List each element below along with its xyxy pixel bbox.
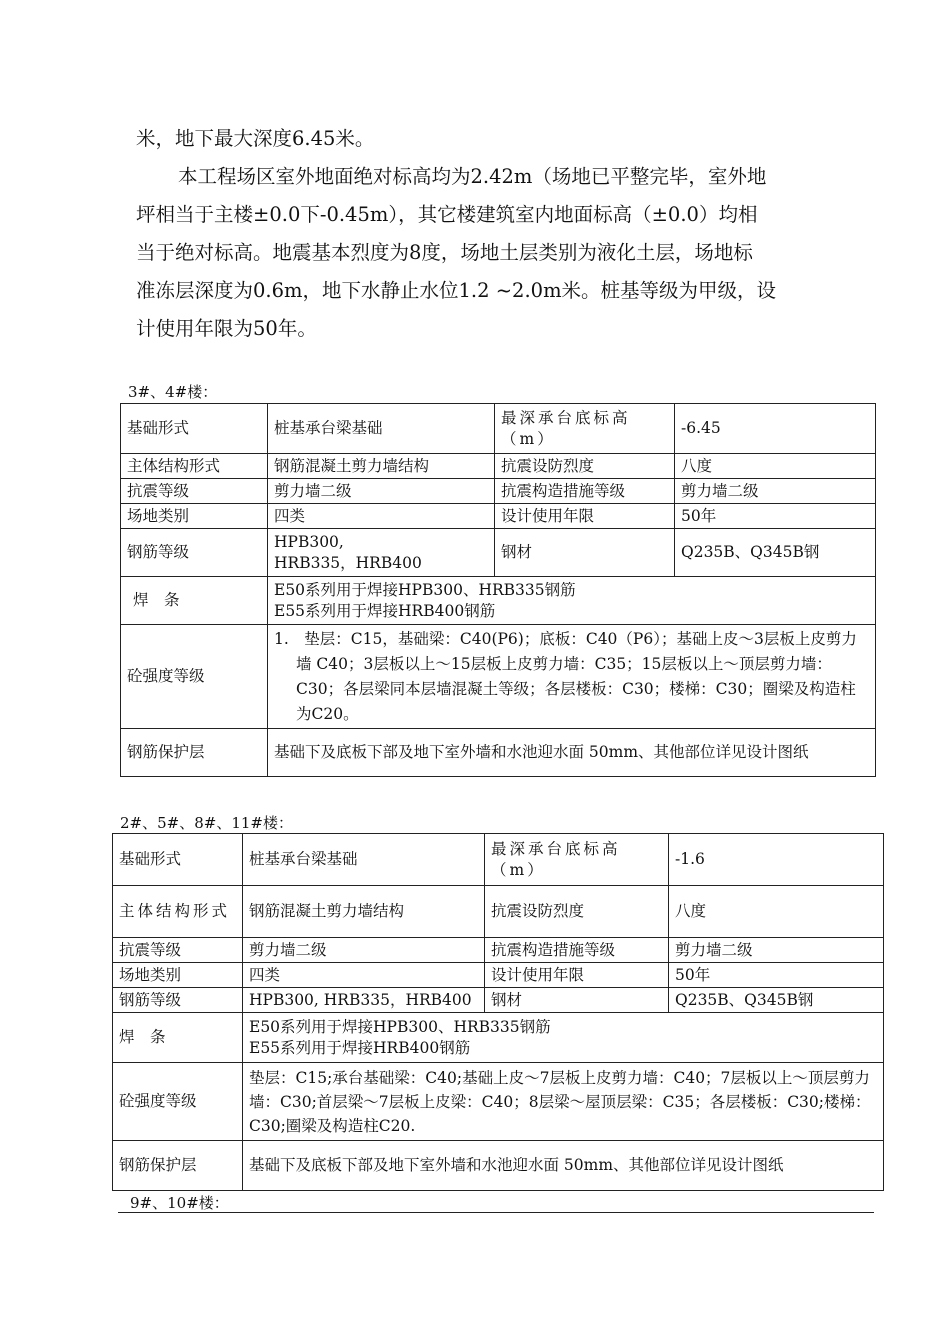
rebar-value-line: HRB335，HRB400 — [274, 553, 422, 572]
cover-label: 钢筋保护层 — [113, 1141, 243, 1191]
rebar-label: 钢筋等级 — [113, 988, 243, 1013]
seismic-value: 剪力墙二级 — [243, 938, 485, 963]
fortify-value: 八度 — [675, 454, 876, 479]
table-row — [121, 404, 876, 454]
depth-label: 最深承台底标高（m） — [495, 404, 675, 454]
table-row — [121, 529, 876, 577]
weld-value — [243, 1013, 884, 1063]
intro-line: 米，地下最大深度6.45米。 — [136, 127, 375, 150]
divider — [118, 1212, 874, 1213]
fortify-label: 抗震设防烈度 — [495, 454, 675, 479]
table-row — [121, 577, 876, 625]
intro-line: 计使用年限为50年。 — [136, 317, 317, 340]
cover-value: 基础下及底板下部及地下室外墙和水池迎水面 50mm、其他部位详见设计图纸 — [268, 729, 876, 777]
spec-table-1 — [120, 403, 876, 777]
weld-label: 焊 条 — [113, 1013, 243, 1063]
intro-line: 坪相当于主楼±0.0下-0.45m），其它楼建筑室内地面标高（±0.0）均相 — [136, 203, 758, 226]
site-label: 场地类别 — [113, 963, 243, 988]
structure-label: 主体结构形式 — [121, 454, 268, 479]
structure-value: 钢筋混凝土剪力墙结构 — [243, 886, 485, 938]
concrete-value: 垫层：C15;承台基础梁：C40;基础上皮～7层板上皮剪力墙：C40；7层板以上～顶层剪力墙：C30;首层梁～7层板上皮梁：C40；8层梁～屋顶层梁：C35；各层楼板：C30;楼梯：C30;圈梁及构造柱C20. — [243, 1063, 884, 1141]
fortify-value: 八度 — [669, 886, 884, 938]
weld-line: E55系列用于焊接HRB400钢筋 — [249, 1038, 471, 1057]
life-label: 设计使用年限 — [485, 963, 669, 988]
depth-value: -6.45 — [675, 404, 876, 454]
depth-value: -1.6 — [669, 834, 884, 886]
table-row — [113, 938, 884, 963]
table-row — [113, 834, 884, 886]
seismic-label: 抗震等级 — [113, 938, 243, 963]
table1-caption: 3#、4#楼： — [128, 383, 218, 401]
rebar-value-line: HPB300, — [274, 532, 344, 551]
foundation-label: 基础形式 — [121, 404, 268, 454]
table-row — [121, 625, 876, 729]
steel-label: 钢材 — [485, 988, 669, 1013]
intro-line: 本工程场区室外地面绝对标高均为2.42m（场地已平整完毕，室外地 — [178, 165, 767, 188]
table-row — [113, 1141, 884, 1191]
seismic-label: 抗震等级 — [121, 479, 268, 504]
steel-value: Q235B、Q345B钢 — [669, 988, 884, 1013]
measure-label: 抗震构造措施等级 — [485, 938, 669, 963]
site-value: 四类 — [268, 504, 495, 529]
table-row — [113, 886, 884, 938]
weld-value — [268, 577, 876, 625]
seismic-value: 剪力墙二级 — [268, 479, 495, 504]
cover-value: 基础下及底板下部及地下室外墙和水池迎水面 50mm、其他部位详见设计图纸 — [243, 1141, 884, 1191]
table-row — [121, 479, 876, 504]
weld-line: E55系列用于焊接HRB400钢筋 — [274, 601, 496, 620]
table-row — [121, 729, 876, 777]
spec-table-2 — [112, 833, 884, 1191]
table-row — [113, 1063, 884, 1141]
depth-label: 最深承台底标高（m） — [485, 834, 669, 886]
concrete-value: 1. 垫层：C15，基础梁：C40(P6)；底板：C40（P6）；基础上皮～3层板上皮剪力墙 C40；3层板以上～15层板上皮剪力墙：C35；15层板以上～顶层剪力墙：C30；各层梁同本层墙混凝土等级；各层楼板：C30；楼梯：C30；圈梁及构造柱为C20。 — [268, 625, 876, 729]
cover-label: 钢筋保护层 — [121, 729, 268, 777]
intro-paragraph — [136, 120, 856, 348]
fortify-label: 抗震设防烈度 — [485, 886, 669, 938]
concrete-label: 砼强度等级 — [121, 625, 268, 729]
structure-value: 钢筋混凝土剪力墙结构 — [268, 454, 495, 479]
intro-line: 准冻层深度为0.6m，地下水静止水位1.2 ~2.0m米。桩基等级为甲级，设 — [136, 279, 777, 302]
table-row — [113, 1013, 884, 1063]
table-row — [113, 988, 884, 1013]
life-value: 50年 — [675, 504, 876, 529]
measure-value: 剪力墙二级 — [675, 479, 876, 504]
rebar-value — [268, 529, 495, 577]
steel-value: Q235B、Q345B钢 — [675, 529, 876, 577]
foundation-label: 基础形式 — [113, 834, 243, 886]
table3-caption: 9#、10#楼： — [130, 1194, 229, 1212]
rebar-label: 钢筋等级 — [121, 529, 268, 577]
table-row — [121, 454, 876, 479]
intro-line: 当于绝对标高。地震基本烈度为8度，场地土层类别为液化土层，场地标 — [136, 241, 753, 264]
foundation-value: 桩基承台梁基础 — [268, 404, 495, 454]
weld-label: 焊 条 — [121, 577, 268, 625]
measure-value: 剪力墙二级 — [669, 938, 884, 963]
table-row — [121, 504, 876, 529]
weld-line: E50系列用于焊接HPB300、HRB335钢筋 — [249, 1017, 551, 1036]
foundation-value: 桩基承台梁基础 — [243, 834, 485, 886]
site-value: 四类 — [243, 963, 485, 988]
life-value: 50年 — [669, 963, 884, 988]
table-row — [113, 963, 884, 988]
concrete-label: 砼强度等级 — [113, 1063, 243, 1141]
measure-label: 抗震构造措施等级 — [495, 479, 675, 504]
weld-line: E50系列用于焊接HPB300、HRB335钢筋 — [274, 580, 576, 599]
life-label: 设计使用年限 — [495, 504, 675, 529]
site-label: 场地类别 — [121, 504, 268, 529]
structure-label: 主体结构形式 — [113, 886, 243, 938]
rebar-value: HPB300, HRB335，HRB400 — [243, 988, 485, 1013]
steel-label: 钢材 — [495, 529, 675, 577]
table2-caption: 2#、5#、8#、11#楼： — [120, 814, 293, 832]
